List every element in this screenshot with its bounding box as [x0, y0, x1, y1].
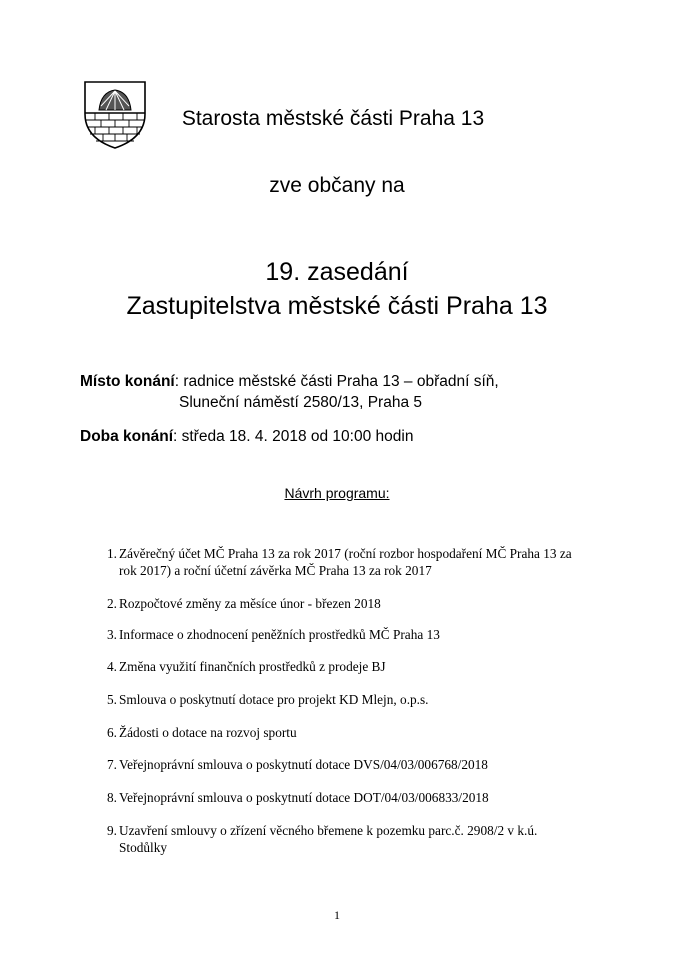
- place-text: : radnice městské části Praha 13 – obřadní síň,: [174, 373, 499, 390]
- meeting-time: [80, 428, 413, 446]
- agenda-item-line: Žádosti o dotace na rozvoj sportu: [119, 725, 297, 740]
- agenda-item-line: rok 2017) a roční účetní závěrka MČ Praha 13 za rok 2017: [119, 562, 432, 578]
- meeting-address: Sluneční náměstí 2580/13, Praha 5: [179, 394, 422, 411]
- agenda-item-line: Smlouva o poskytnutí dotace pro projekt KD Mlejn, o.p.s.: [119, 692, 429, 707]
- agenda-item-line: Stodůlky: [119, 839, 168, 855]
- agenda-item-line: Rozpočtové změny za měsíce únor - březen 2018: [119, 596, 381, 611]
- agenda-item-number: 7.: [107, 757, 117, 772]
- agenda-item-text: [119, 823, 594, 856]
- place-label: Místo konání: [80, 373, 175, 390]
- mayor-heading: Starosta městské části Praha 13: [181, 107, 485, 130]
- meeting-place: [80, 373, 499, 391]
- agenda-item-line: Veřejnoprávní smlouva o poskytnutí dotace DVS/04/03/006768/2018: [119, 757, 488, 772]
- agenda-item-text: [119, 790, 594, 807]
- agenda-item-number: 2.: [107, 596, 117, 611]
- agenda-item-number: 4.: [107, 659, 117, 674]
- agenda-item-text: [119, 546, 594, 579]
- session-title: 19. zasedání: [265, 258, 409, 286]
- agenda-item-line: Informace o zhodnocení peněžních prostředků MČ Praha 13: [119, 627, 440, 642]
- agenda-item-line: Veřejnoprávní smlouva o poskytnutí dotace DOT/04/03/006833/2018: [119, 790, 489, 805]
- time-text: : středa 18. 4. 2018 od 10:00 hodin: [173, 428, 414, 445]
- agenda-item-line: Změna využití finančních prostředků z prodeje BJ: [119, 659, 386, 674]
- agenda-item-number: 8.: [107, 790, 117, 805]
- agenda-item-number: 6.: [107, 725, 117, 740]
- agenda-item-line: Závěrečný účet MČ Praha 13 za rok 2017 (roční rozbor hospodaření MČ Praha 13 za: [119, 546, 572, 561]
- agenda-item-text: [119, 757, 594, 774]
- agenda-item-text: [119, 596, 594, 613]
- agenda-item-text: [119, 659, 594, 676]
- agenda-item-number: 5.: [107, 692, 117, 707]
- assembly-title: Zastupitelstva městské části Praha 13: [126, 292, 548, 320]
- time-label: Doba konání: [80, 428, 174, 445]
- agenda-item-text: [119, 627, 594, 644]
- agenda-item-number: 3.: [107, 627, 117, 642]
- page-number: 1: [334, 908, 340, 922]
- agenda-item-text: [119, 725, 594, 742]
- program-heading: Návrh programu:: [284, 485, 390, 501]
- agenda-item-line: Uzavření smlouvy o zřízení věcného břemene k pozemku parc.č. 2908/2 v k.ú.: [119, 823, 538, 838]
- invite-line: zve občany na: [269, 174, 405, 197]
- agenda-item-text: [119, 692, 594, 709]
- agenda-item-number: 9.: [107, 823, 117, 838]
- agenda-item-number: 1.: [107, 546, 117, 561]
